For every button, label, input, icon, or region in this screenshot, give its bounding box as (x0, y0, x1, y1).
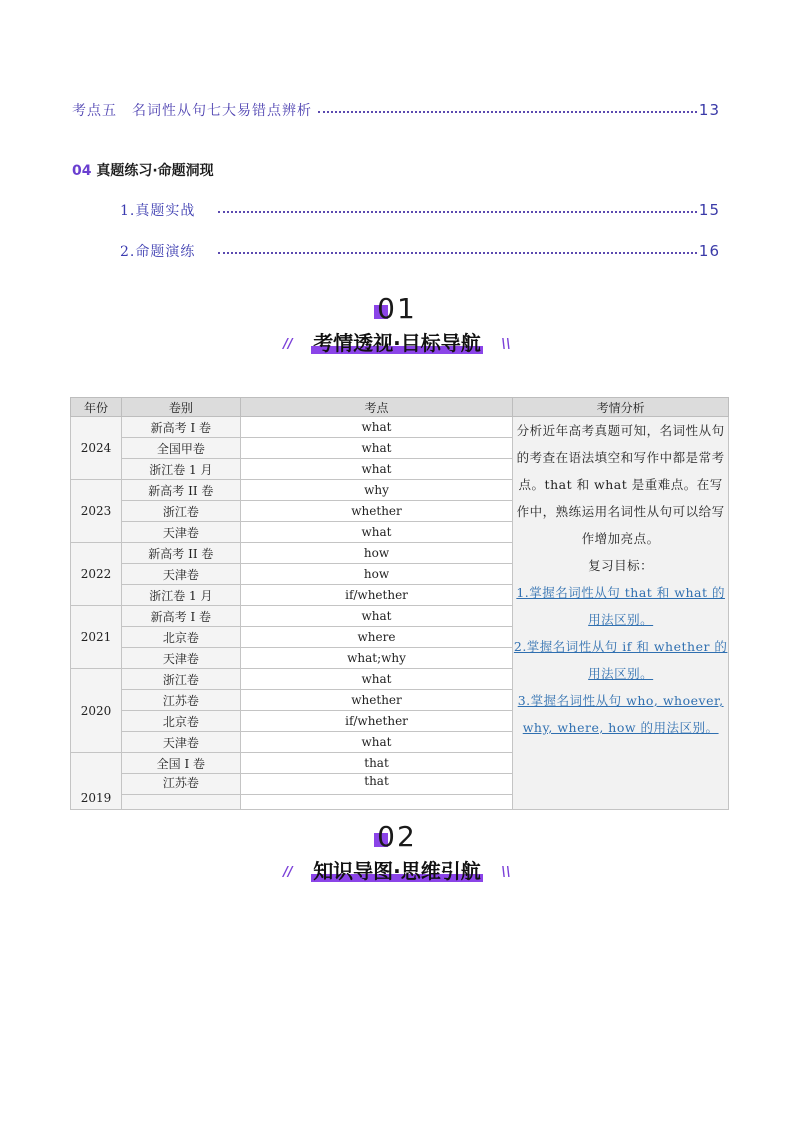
toc-item-label: 1.真题实战 (120, 203, 196, 219)
section-title: 真题练习·命题洞现 (91, 163, 214, 179)
table-header-row (71, 398, 729, 417)
point-cell: that (240, 753, 513, 774)
paper-cell: 天津卷 (121, 522, 240, 543)
analysis-cell (513, 417, 729, 810)
paper-cell: 浙江卷 1 月 (121, 585, 240, 606)
exam-analysis-table (70, 397, 729, 810)
column-header-year: 年份 (71, 398, 122, 417)
paper-cell: 全国 I 卷 (121, 753, 240, 774)
point-cell: how (240, 564, 513, 585)
section-number: 01 (377, 292, 417, 325)
year-cell: 2024 (71, 417, 122, 480)
section-number: 04 (72, 163, 92, 179)
point-cell: if/whether (240, 711, 513, 732)
paper-cell: 新高考 I 卷 (121, 417, 240, 438)
goal-3-link[interactable]: 3.掌握名词性从句 who, whoever, why, where, how 的用法区别。 (517, 693, 724, 735)
goal-2-link[interactable]: 2.掌握名词性从句 if 和 whether 的用法区别。 (513, 639, 728, 681)
toc-page-number: 13 (698, 101, 720, 119)
point-cell: whether (240, 690, 513, 711)
section-title: 知识导图·思维引航 (313, 859, 481, 883)
year-cell: 2022 (71, 543, 122, 606)
paper-cell: 天津卷 (121, 564, 240, 585)
paper-cell: 新高考 II 卷 (121, 480, 240, 501)
paper-cell: 新高考 II 卷 (121, 543, 240, 564)
column-header-point: 考点 (240, 398, 513, 417)
paper-cell: 浙江卷 (121, 669, 240, 690)
toc-page-number: 16 (698, 242, 720, 260)
slash-decoration-left: // (283, 337, 293, 352)
paper-cell: 江苏卷 (121, 774, 240, 795)
slash-decoration-left: // (283, 865, 293, 880)
point-cell: where (240, 627, 513, 648)
goals-label: 复习目标： (588, 558, 654, 573)
point-cell: what (240, 522, 513, 543)
point-cell: that (240, 774, 513, 795)
paper-cell: 天津卷 (121, 648, 240, 669)
toc-page-number: 15 (698, 201, 720, 219)
paper-cell: 北京卷 (121, 627, 240, 648)
point-cell: if/whether (240, 585, 513, 606)
column-header-paper: 卷别 (121, 398, 240, 417)
point-cell: what (240, 606, 513, 627)
toc-dot-leader (218, 252, 697, 254)
point-cell: whether (240, 501, 513, 522)
empty-cell (240, 795, 513, 810)
point-cell: why (240, 480, 513, 501)
toc-dot-leader (218, 211, 697, 213)
toc-section-04[interactable] (72, 160, 214, 180)
paper-cell: 浙江卷 (121, 501, 240, 522)
toc-item-5[interactable] (72, 100, 720, 120)
goal-1-link[interactable]: 1.掌握名词性从句 that 和 what 的用法区别。 (516, 585, 725, 627)
point-cell: what;why (240, 648, 513, 669)
section-number: 02 (377, 820, 417, 853)
paper-cell: 全国甲卷 (121, 438, 240, 459)
section-title: 考情透视·目标导航 (313, 331, 481, 355)
point-cell: what (240, 732, 513, 753)
paper-cell: 浙江卷 1 月 (121, 459, 240, 480)
analysis-text: 分析近年高考真题可知，名词性从句的考查在语法填空和写作中都是常考点。that 和 what 是重难点。在写作中，熟练运用名词性从句可以给写作增加亮点。 (516, 423, 725, 546)
section-01-header (0, 292, 794, 356)
year-cell: 2020 (71, 669, 122, 753)
year-cell: 2023 (71, 480, 122, 543)
paper-cell: 江苏卷 (121, 690, 240, 711)
empty-cell (121, 795, 240, 810)
toc-sub-item-2[interactable] (120, 241, 720, 261)
toc-dot-leader (318, 111, 697, 113)
point-cell: how (240, 543, 513, 564)
point-cell: what (240, 438, 513, 459)
paper-cell: 北京卷 (121, 711, 240, 732)
year-cell: 2019 (71, 753, 122, 810)
section-02-header (0, 820, 794, 884)
section-number-badge (377, 292, 417, 325)
slash-decoration-right: \\ (501, 337, 511, 352)
toc-sub-item-1[interactable] (120, 200, 720, 220)
toc-item-label: 2.命题演练 (120, 244, 196, 260)
toc-item-label: 考点五 名词性从句七大易错点辨析 (72, 103, 312, 119)
section-number-badge (377, 820, 417, 853)
point-cell: what (240, 669, 513, 690)
section-title-banner (283, 855, 511, 884)
section-title-banner (283, 327, 511, 356)
point-cell: what (240, 417, 513, 438)
column-header-analysis: 考情分析 (513, 398, 729, 417)
paper-cell: 新高考 I 卷 (121, 606, 240, 627)
slash-decoration-right: \\ (501, 865, 511, 880)
table-row (71, 417, 729, 438)
year-cell: 2021 (71, 606, 122, 669)
point-cell: what (240, 459, 513, 480)
paper-cell: 天津卷 (121, 732, 240, 753)
